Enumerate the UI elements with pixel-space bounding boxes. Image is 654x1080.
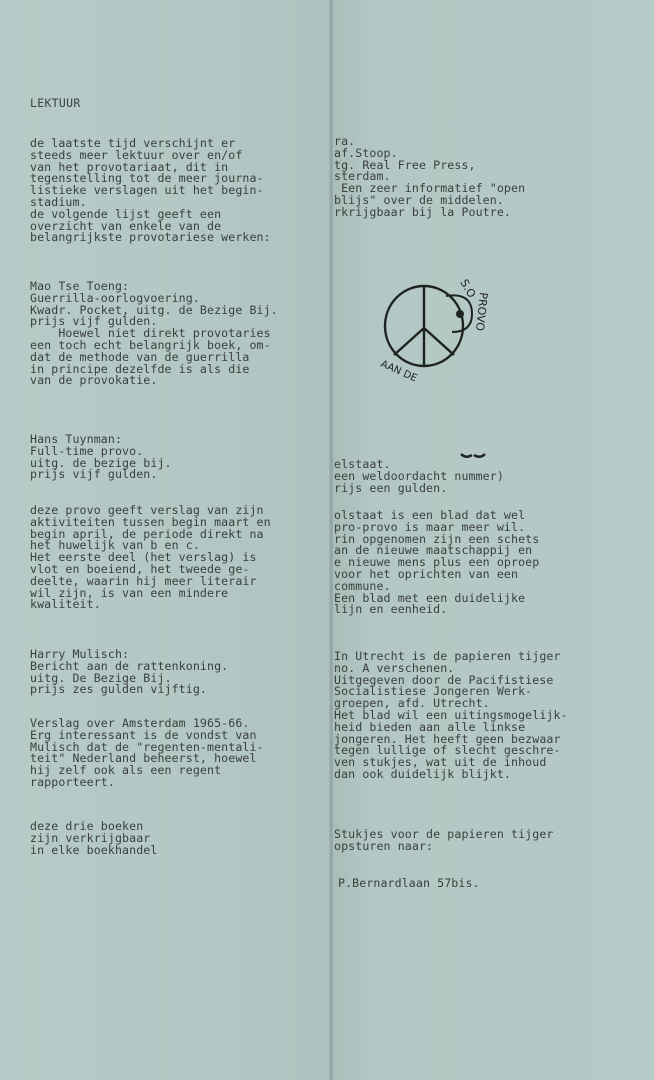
text-line: de laatste tijd verschijnt er <box>30 136 236 150</box>
text-line: steeds meer lektuur over en/of <box>30 147 243 162</box>
text-line: Het eerste deel (het verslag) is <box>30 550 257 565</box>
text-line: tg. Real Free Press, <box>334 157 476 172</box>
text-line: een weldoordacht nummer) <box>334 468 504 483</box>
text-line: Bericht aan de rattenkoning. <box>30 658 229 673</box>
text-line: wil zijn, is van een mindere <box>30 585 229 600</box>
provo-stamp <box>376 262 508 392</box>
text-line: Mao Tse Toeng: <box>30 279 130 293</box>
text-line: Hans Tuynman: <box>30 432 123 446</box>
text-line: teit" Nederland beheerst, hoewel <box>30 751 257 766</box>
text-line: dat de methode van de guerrilla <box>30 349 250 364</box>
text-line: prijs vijf gulden. <box>30 314 158 329</box>
text-line: In Utrecht is de papieren tijger <box>334 649 561 663</box>
top-block <box>334 136 525 219</box>
text-line: rapporteert. <box>30 774 115 789</box>
text-line: Socialistiese Jongeren Werk- <box>334 684 533 699</box>
text-line: no. A verschenen. <box>334 660 455 675</box>
text-line: jongeren. Het heeft geen bezwaar <box>334 731 561 746</box>
text-line: heid bieden aan alle linkse <box>334 719 526 734</box>
text-line: an de nieuwe maatschappij en <box>334 543 533 558</box>
text-line: Full-time provo. <box>30 443 144 458</box>
text-line: deze drie boeken <box>30 819 144 833</box>
text-line: in principe dezelfde is als die <box>30 361 250 376</box>
right-page <box>333 0 654 1080</box>
text-line: dan ook duidelijk blijkt. <box>334 766 512 781</box>
text-line: een toch echt belangrijk boek, om- <box>30 337 271 352</box>
text-line: aktiviteiten tussen begin maart en <box>30 514 271 529</box>
text-line: deelte, waarin hij meer literair <box>30 573 257 588</box>
text-line: prijs zes gulden vijftig. <box>30 682 208 697</box>
text-line: Uitgegeven door de Pacifistiese <box>334 672 554 687</box>
review-tuynman <box>30 505 271 611</box>
text-line: Een zeer informatief "open <box>334 181 526 196</box>
text-line: opsturen naar: <box>334 838 434 853</box>
text-line: sterdam. <box>334 169 391 184</box>
review-mulisch <box>30 718 264 789</box>
text-line: lijn en eenheid. <box>334 602 448 617</box>
text-line: belangrijkste provotariese werken: <box>30 230 271 245</box>
book-entry-mao <box>30 281 278 387</box>
text-line: e nieuwe mens plus een oproep <box>334 555 540 570</box>
publication-review <box>334 510 539 616</box>
text-line: het huwelijk van b en c. <box>30 538 200 553</box>
text-line: stadium. <box>30 194 87 209</box>
ink-smudge <box>460 452 486 460</box>
text-line: elstaat. <box>334 457 391 471</box>
intro-paragraph <box>30 138 271 244</box>
text-line: ven stukjes, wat uit de inhoud <box>334 755 547 770</box>
text-line: Verslag over Amsterdam 1965-66. <box>30 716 250 730</box>
text-line: zijn verkrijgbaar <box>30 830 151 845</box>
text-line: rin opgenomen zijn een schets <box>334 531 540 546</box>
text-line: commune. <box>334 578 391 593</box>
text-line: tegenstelling tot de meer journa- <box>30 171 264 186</box>
utrecht-notice <box>334 651 568 781</box>
text-line: uitg. De Bezige Bij. <box>30 670 172 685</box>
text-line: voor het oprichten van een <box>334 566 519 581</box>
text-line: Stukjes voor de papieren tijger <box>334 827 554 841</box>
text-line: listieke verslagen uit het begin- <box>30 183 264 198</box>
stamp-top-text: S.O <box>457 277 479 301</box>
text-line: af.Stoop. <box>334 145 398 160</box>
text-line: kwaliteit. <box>30 597 101 612</box>
publication-entry <box>334 459 504 494</box>
text-line: vlot en boeiend, het tweede ge- <box>30 561 250 576</box>
text-line: tegen lullige of slecht geschre- <box>334 743 561 758</box>
text-line: Een blad met een duidelijke <box>334 590 526 605</box>
text-line: overzicht van enkele van de <box>30 218 222 233</box>
text-line: rijs een gulden. <box>334 480 448 495</box>
text-line: Harry Mulisch: <box>30 647 130 661</box>
text-line: ra. <box>334 134 356 148</box>
text-line: rkrijgbaar bij la Poutre. <box>334 204 512 219</box>
stamp-bottom-text: AAN DE <box>378 358 419 385</box>
text-line: Guerrilla-oorlogvoering. <box>30 290 200 305</box>
text-line: hij zelf ook als een regent <box>30 763 222 778</box>
book-entry-mulisch <box>30 649 228 696</box>
submission-note <box>334 829 553 853</box>
text-line: blijs" over de middelen. <box>334 192 504 207</box>
text-line: groepen, afd. Utrecht. <box>334 696 490 711</box>
text-line: van het provotariaat, dit in <box>30 159 229 174</box>
text-line: olstaat is een blad dat wel <box>334 508 526 522</box>
closing-note <box>30 821 157 856</box>
text-line: de volgende lijst geeft een <box>30 206 222 221</box>
text-line: van de provokatie. <box>30 373 158 388</box>
text-line: prijs vijf gulden. <box>30 467 158 482</box>
stamp-side-text: PROVO <box>472 291 490 332</box>
text-line: deze provo geeft verslag van zijn <box>30 503 264 517</box>
peace-sign-icon <box>385 286 463 366</box>
text-line: Hoewel niet direkt provotaries <box>30 326 271 341</box>
text-line: uitg. de bezige bij. <box>30 455 172 470</box>
text-line: Het blad wil een uitingsmogelijk- <box>334 707 568 722</box>
page-heading: LEKTUUR <box>30 96 81 110</box>
text-line: Mulisch dat de "regenten-mentali- <box>30 739 264 754</box>
text-line: in elke boekhandel <box>30 842 158 857</box>
text-line: Erg interessant is de vondst van <box>30 727 257 742</box>
text-line: begin april, de periode direkt na <box>30 526 264 541</box>
book-entry-tuynman <box>30 434 172 481</box>
address: P.Bernardlaan 57bis. <box>338 876 480 890</box>
text-line: pro-provo is maar meer wil. <box>334 519 526 534</box>
text-line: Kwadr. Pocket, uitg. de Bezige Bij. <box>30 302 278 317</box>
